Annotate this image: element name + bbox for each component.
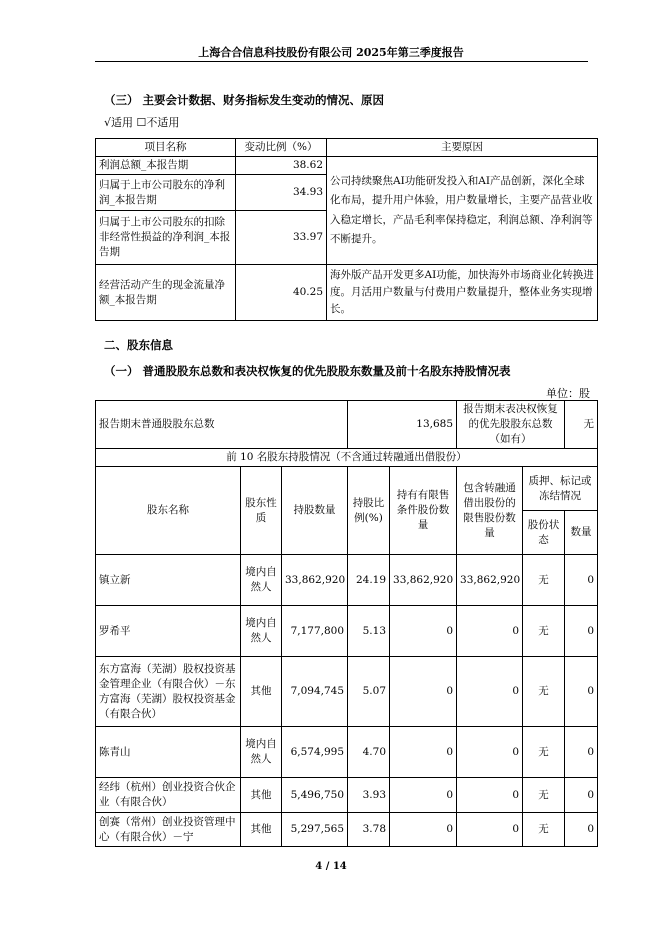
shareholder-pledge-status: 无 (523, 555, 565, 606)
shareholder-pledge-qty: 0 (565, 727, 598, 778)
total-shareholders-value: 13,685 (348, 401, 457, 449)
shareholder-lent: 33,862,920 (457, 555, 523, 606)
col-header-pledge: 质押、标记或冻结情况 (523, 467, 598, 511)
shareholder-table (95, 400, 598, 847)
col-header-reason: 主要原因 (327, 139, 598, 157)
shareholder-pledge-status: 无 (523, 727, 565, 778)
shareholder-shares: 5,496,750 (282, 778, 348, 813)
shareholder-pledge-status: 无 (523, 657, 565, 727)
shareholder-shares: 7,094,745 (282, 657, 348, 727)
shareholder-name: 镇立新 (96, 555, 241, 606)
row-item-ratio: 40.25 (236, 265, 327, 321)
shareholder-ratio: 3.93 (348, 778, 390, 813)
page-number: 4 / 14 (315, 861, 347, 872)
shareholder-restricted: 0 (390, 778, 457, 813)
shareholder-pledge-qty: 0 (565, 657, 598, 727)
shareholder-pledge-status: 无 (523, 778, 565, 813)
shareholder-lent: 0 (457, 606, 523, 657)
col-header-pledge-qty: 数量 (565, 511, 598, 555)
row-item-name: 利润总额_本报告期 (96, 157, 236, 175)
col-header-lent: 包含转融通借出股份的限售股份数量 (457, 467, 523, 555)
shareholder-shares: 7,177,800 (282, 606, 348, 657)
shareholder-name: 东方富海（芜湖）股权投资基金管理企业（有限合伙）－东方富海（芜湖）股权投资基金（有限合伙） (96, 657, 241, 727)
shareholder-restricted: 0 (390, 813, 457, 847)
table-row (96, 813, 598, 847)
shareholder-nature: 境内自然人 (241, 555, 282, 606)
section-heading-shareholders: 二、股东信息 (104, 338, 173, 352)
row-item-name: 经营活动产生的现金流量净额_本报告期 (96, 265, 236, 321)
total-shareholders-label: 报告期末普通股股东总数 (96, 401, 348, 449)
shareholder-restricted: 0 (390, 727, 457, 778)
applicable-checkbox-line: √适用 ☐不适用 (104, 116, 180, 129)
preferred-holders-label: 报告期末表决权恢复的优先股股东总数（如有） (457, 401, 565, 449)
col-header-item: 项目名称 (96, 139, 236, 157)
unit-label: 单位：股 (546, 387, 590, 400)
shareholder-restricted: 0 (390, 606, 457, 657)
shareholder-name: 罗希平 (96, 606, 241, 657)
shareholder-pledge-qty: 0 (565, 606, 598, 657)
shareholder-lent: 0 (457, 778, 523, 813)
col-header-pledge-status: 股份状态 (523, 511, 565, 555)
col-header-ratio: 变动比例（%） (236, 139, 327, 157)
shareholder-shares: 6,574,995 (282, 727, 348, 778)
col-header-nature: 股东性质 (241, 467, 282, 555)
col-header-restricted: 持有有限售条件股份数量 (390, 467, 457, 555)
shareholder-ratio: 5.07 (348, 657, 390, 727)
shareholder-nature: 境内自然人 (241, 727, 282, 778)
header-divider (95, 61, 588, 62)
row-item-name: 归属于上市公司股东的扣除非经常性损益的净利润_本报告期 (96, 211, 236, 265)
col-header-name: 股东名称 (96, 467, 241, 555)
col-header-ratio: 持股比例(%) (348, 467, 390, 555)
table-row (96, 778, 598, 813)
table-row (96, 657, 598, 727)
shareholder-name: 经纬（杭州）创业投资合伙企业（有限合伙） (96, 778, 241, 813)
shareholder-lent: 0 (457, 813, 523, 847)
row-item-ratio: 34.93 (236, 175, 327, 211)
shareholder-nature: 境内自然人 (241, 606, 282, 657)
preferred-holders-value: 无 (565, 401, 598, 449)
row-item-ratio: 33.97 (236, 211, 327, 265)
shareholder-nature: 其他 (241, 813, 282, 847)
shareholder-nature: 其他 (241, 778, 282, 813)
shareholder-pledge-qty: 0 (565, 555, 598, 606)
shareholder-restricted: 33,862,920 (390, 555, 457, 606)
reason-cell-profit: 公司持续聚焦AI功能研发投入和AI产品创新，深化全球化布局，提升用户体验，用户数量增长，主要产品营业收入稳定增长，产品毛利率保持稳定，利润总额、净利润等不断提升。 (327, 157, 598, 265)
shareholder-shares: 33,862,920 (282, 555, 348, 606)
section-heading-financial-changes: （三） 主要会计数据、财务指标发生变动的情况、原因 (104, 93, 385, 107)
table-row (96, 555, 598, 606)
page-header: 上海合合信息科技股份有限公司 2025年第三季度报告 (198, 46, 464, 59)
row-item-name: 归属于上市公司股东的净利润_本报告期 (96, 175, 236, 211)
shareholder-ratio: 5.13 (348, 606, 390, 657)
table-row (96, 727, 598, 778)
shareholder-pledge-status: 无 (523, 606, 565, 657)
shareholder-shares: 5,297,565 (282, 813, 348, 847)
row-item-ratio: 38.62 (236, 157, 327, 175)
shareholder-restricted: 0 (390, 657, 457, 727)
shareholder-nature: 其他 (241, 657, 282, 727)
shareholder-lent: 0 (457, 727, 523, 778)
reason-cell-cashflow: 海外版产品开发更多AI功能，加快海外市场商业化转换进度。月活用户数量与付费用户数量提升，整体业务实现增长。 (327, 265, 598, 321)
financial-change-table (95, 138, 598, 321)
shareholder-ratio: 3.78 (348, 813, 390, 847)
shareholder-lent: 0 (457, 657, 523, 727)
sub-heading-shareholder-table: （一） 普通股股东总数和表决权恢复的优先股股东数量及前十名股东持股情况表 (104, 364, 511, 378)
top10-caption: 前 10 名股东持股情况（不含通过转融通出借股份） (96, 449, 598, 467)
shareholder-name: 陈青山 (96, 727, 241, 778)
shareholder-pledge-qty: 0 (565, 778, 598, 813)
shareholder-ratio: 24.19 (348, 555, 390, 606)
shareholder-ratio: 4.70 (348, 727, 390, 778)
table-row (96, 606, 598, 657)
col-header-shares: 持股数量 (282, 467, 348, 555)
shareholder-pledge-status: 无 (523, 813, 565, 847)
shareholder-pledge-qty: 0 (565, 813, 598, 847)
shareholder-name: 创赛（常州）创业投资管理中心（有限合伙）－宁 (96, 813, 241, 847)
